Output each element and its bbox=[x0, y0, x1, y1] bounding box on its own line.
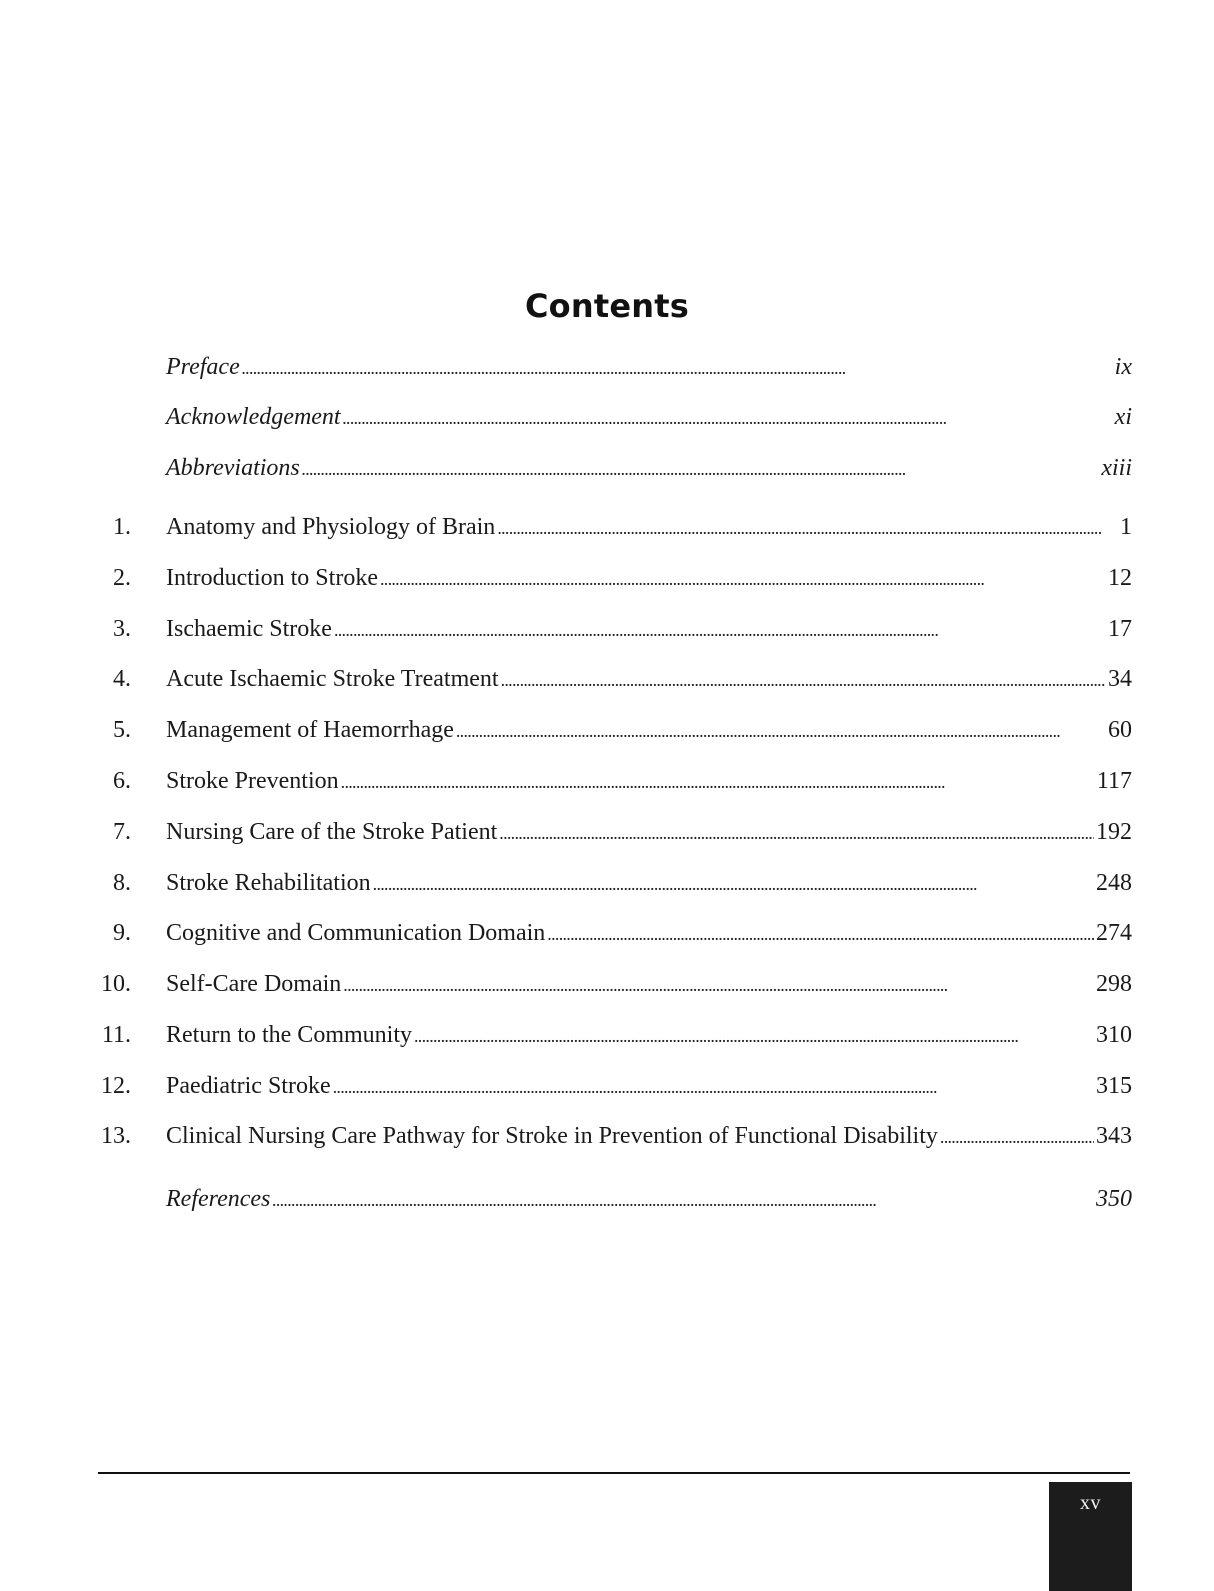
toc-entry-title: References bbox=[166, 1186, 271, 1212]
toc-entry-title: Stroke Rehabilitation bbox=[166, 870, 371, 896]
page-number-tab bbox=[1049, 1482, 1132, 1591]
toc-entry-chapter-10[interactable] bbox=[92, 967, 1132, 1001]
toc-entry-page: xiii bbox=[1101, 455, 1132, 481]
footer-rule bbox=[98, 1472, 1130, 1474]
toc-entry-acknowledgement[interactable] bbox=[92, 400, 1132, 434]
toc-entry-title: Acknowledgement bbox=[166, 404, 341, 430]
dot-leader bbox=[414, 1019, 1094, 1053]
toc-entry-page: 274 bbox=[1096, 920, 1132, 946]
chapter-number: 8. bbox=[113, 870, 131, 896]
dot-leader bbox=[547, 917, 1094, 951]
toc-entry-chapter-13[interactable] bbox=[92, 1119, 1132, 1153]
toc-entry-page: 17 bbox=[1108, 616, 1132, 642]
toc-entry-page: 350 bbox=[1096, 1186, 1132, 1212]
dot-leader bbox=[272, 1183, 1094, 1217]
dot-leader bbox=[333, 1070, 1094, 1104]
toc-entry-chapter-2[interactable] bbox=[92, 561, 1132, 595]
dot-leader bbox=[343, 968, 1094, 1002]
toc-entry-title: Self-Care Domain bbox=[166, 971, 342, 997]
toc-entry-references[interactable] bbox=[92, 1182, 1132, 1216]
toc-entry-title: Return to the Community bbox=[166, 1022, 412, 1048]
chapter-number: 12. bbox=[101, 1073, 131, 1099]
toc-entry-chapter-9[interactable] bbox=[92, 916, 1132, 950]
toc-entry-page: 298 bbox=[1096, 971, 1132, 997]
page-number: xv bbox=[1080, 1492, 1101, 1514]
chapter-number: 2. bbox=[113, 565, 131, 591]
toc-entry-title: Clinical Nursing Care Pathway for Stroke in Prevention of Functional Disability bbox=[166, 1123, 938, 1149]
toc-entry-title: Anatomy and Physiology of Brain bbox=[166, 514, 496, 540]
dot-leader bbox=[499, 816, 1094, 850]
toc-entry-chapter-6[interactable] bbox=[92, 764, 1132, 798]
toc-entry-page: 310 bbox=[1096, 1022, 1132, 1048]
toc-entry-page: 192 bbox=[1096, 819, 1132, 845]
toc-entry-chapter-5[interactable] bbox=[92, 713, 1132, 747]
dot-leader bbox=[380, 562, 1106, 596]
toc-entry-title: Cognitive and Communication Domain bbox=[166, 920, 546, 946]
chapter-number: 10. bbox=[101, 971, 131, 997]
chapter-number: 7. bbox=[113, 819, 131, 845]
toc-entry-page: ix bbox=[1114, 354, 1132, 380]
chapter-number: 4. bbox=[113, 666, 131, 692]
toc-entry-page: 117 bbox=[1096, 768, 1132, 794]
chapter-number: 9. bbox=[113, 920, 131, 946]
toc-entry-title: Preface bbox=[166, 354, 240, 380]
toc-entry-page: 343 bbox=[1096, 1123, 1132, 1149]
toc-entry-title: Abbreviations bbox=[166, 455, 300, 481]
toc-entry-chapter-3[interactable] bbox=[92, 612, 1132, 646]
toc-entry-title: Ischaemic Stroke bbox=[166, 616, 332, 642]
toc-entry-title: Stroke Prevention bbox=[166, 768, 339, 794]
chapter-number: 13. bbox=[101, 1123, 131, 1149]
toc-entry-chapter-12[interactable] bbox=[92, 1069, 1132, 1103]
dot-leader bbox=[497, 511, 1118, 545]
dot-leader bbox=[501, 663, 1106, 697]
chapter-number: 6. bbox=[113, 768, 131, 794]
toc-entry-page: 34 bbox=[1108, 666, 1132, 692]
dot-leader bbox=[940, 1120, 1094, 1154]
dot-leader bbox=[343, 401, 1113, 435]
dot-leader bbox=[334, 613, 1106, 647]
toc-entry-chapter-4[interactable] bbox=[92, 662, 1132, 696]
toc-entry-title: Nursing Care of the Stroke Patient bbox=[166, 819, 498, 845]
chapter-number: 1. bbox=[113, 514, 131, 540]
toc-entry-page: 248 bbox=[1096, 870, 1132, 896]
toc-entry-chapter-11[interactable] bbox=[92, 1018, 1132, 1052]
toc-entry-page: 60 bbox=[1108, 717, 1132, 743]
dot-leader bbox=[373, 867, 1094, 901]
dot-leader bbox=[242, 351, 1113, 385]
toc-entry-chapter-1[interactable] bbox=[92, 510, 1132, 544]
dot-leader bbox=[341, 765, 1095, 799]
toc-entry-title: Introduction to Stroke bbox=[166, 565, 378, 591]
toc-entry-title: Paediatric Stroke bbox=[166, 1073, 331, 1099]
chapter-number: 11. bbox=[101, 1022, 131, 1048]
toc-entry-page: 12 bbox=[1108, 565, 1132, 591]
toc-entry-title: Acute Ischaemic Stroke Treatment bbox=[166, 666, 499, 692]
toc-entry-page: xi bbox=[1114, 404, 1132, 430]
dot-leader bbox=[302, 452, 1100, 486]
toc-entry-preface[interactable] bbox=[92, 350, 1132, 384]
chapter-number: 3. bbox=[113, 616, 131, 642]
toc-entry-chapter-7[interactable] bbox=[92, 815, 1132, 849]
chapter-number: 5. bbox=[113, 717, 131, 743]
toc-entry-title: Management of Haemorrhage bbox=[166, 717, 454, 743]
toc-entry-abbreviations[interactable] bbox=[92, 451, 1132, 485]
toc-entry-chapter-8[interactable] bbox=[92, 866, 1132, 900]
dot-leader bbox=[456, 714, 1106, 748]
toc-entry-page: 1 bbox=[1120, 514, 1132, 540]
toc-entry-page: 315 bbox=[1096, 1073, 1132, 1099]
page-title: Contents bbox=[525, 287, 689, 326]
